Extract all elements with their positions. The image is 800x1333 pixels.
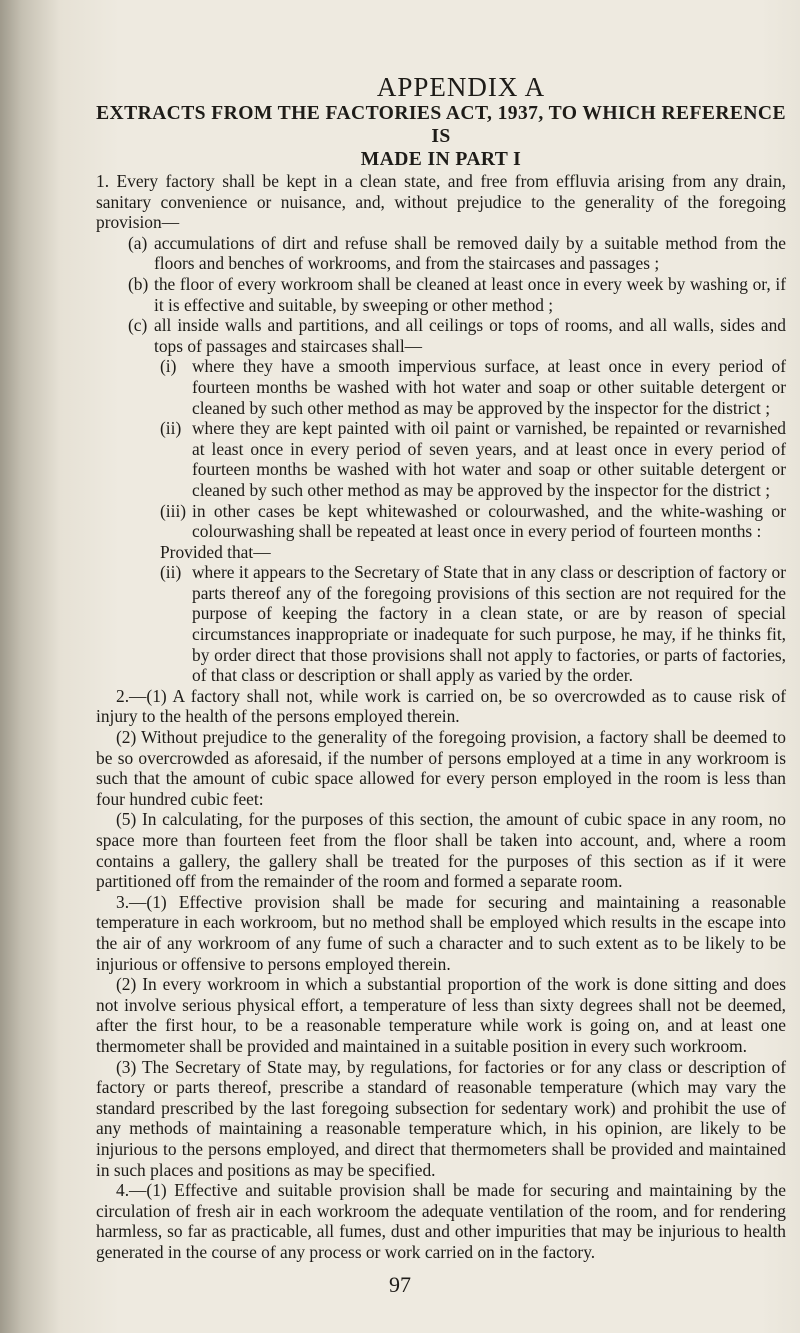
document-heading [96,102,786,171]
subclause-ii-text: where they are kept painted with oil paint or varnished, be repainted or revarnished at least once in every period of seven years, and at least once in every period of fourteen months be washed with hot water and soap or other suitable detergent or cleaned by such other method as may be approved by the inspector for the district ; [192,418,786,500]
clause-1b [96,274,786,315]
clause-1c-label: (c) [128,315,148,336]
document-body [96,72,786,1262]
subclause-i-label: (i) [160,356,177,377]
clause-1b-label: (b) [128,273,149,294]
subclause-i [96,356,786,418]
appendix-title: APPENDIX A [376,72,546,102]
subclause-iii [96,501,786,542]
section-2-para-1: 2.—(1) A factory shall not, while work is carried on, be so overcrowded as to cause risk of injury to the health of the persons employed therein. [96,685,786,727]
proviso-heading: Provided that— [160,541,271,562]
clause-1a-label: (a) [128,232,148,253]
clause-1a [96,233,786,274]
section-2-para-2: (2) Without prejudice to the generality of the foregoing provision, a factory shall be deemed to be so overcrowded as aforesaid, if the number of persons employed at a time in any workroom is such that the amount of cubic space allowed for every person employed in the room is less than four hundred cubic feet: [96,727,786,809]
section-4-para-1: 4.—(1) Effective and suitable provision shall be made for securing and maintaining by the circulation of fresh air in each workroom the adequate ventilation of the room, and for rendering harmless, so far as practicable, all fumes, dust and other impurities that may be injurious to health generated in the course of any process or work carried on in the factory. [96,1180,786,1262]
heading-line-1: EXTRACTS FROM THE FACTORIES ACT, 1937, TO WHICH REFERENCE IS [96,103,786,147]
section-3-para-1: 3.—(1) Effective provision shall be made for securing and maintaining a reasonable temperature in each workroom, but no method shall be employed which results in the escape into the air of any workroom of any fume of such a character and to such extent as to be likely to be injurious or offensive to persons employed therein. [96,891,786,974]
clause-1c-text: all inside walls and partitions, and all ceilings or tops of rooms, and all walls, sides and tops of passages and staircases shall— [154,315,786,356]
proviso-ii [96,562,786,686]
clause-1c [96,315,786,356]
section-3-para-3: (3) The Secretary of State may, by regulations, for factories or for any class or description of factory or parts thereof, prescribe a standard of reasonable temperature (which may vary the standard prescribed by the last foregoing subsection for sedentary work) and prohibit the use of any methods of maintaining a reasonable temperature which, in his opinion, are likely to be injurious to the persons employed, and direct that thermometers shall be provided and maintained in such places and positions as may be specified. [96,1056,786,1180]
section-2-para-5: (5) In calculating, for the purposes of this section, the amount of cubic space in any room, no space more than fourteen feet from the floor shall be taken into account, and, where a room contains a gallery, the gallery shall be treated for the purposes of this section as if it were partitioned off from the remainder of the room and formed a separate room. [96,809,786,892]
section-3-para-2: (2) In every workroom in which a substantial proportion of the work is done sitting and does not involve serious physical effort, a temperature of less than sixty degrees shall not be deemed, after the first hour, to be a reasonable temperature while work is going on, and at least one thermometer shall be provided and maintained in a suitable position in every such workroom. [96,974,786,1056]
section-1-intro: 1. Every factory shall be kept in a clean state, and free from effluvia arising from any drain, sanitary convenience or nuisance, and, without prejudice to the generality of the foregoing provision— [96,171,786,233]
subclause-iii-text: in other cases be kept whitewashed or colourwashed, and the white-washing or colourwashing shall be repeated at least once in every period of fourteen months : [192,500,786,542]
clause-1b-text: the floor of every workroom shall be cleaned at least once in every week by washing or, if it is effective and suitable, by sweeping or other method ; [154,273,786,315]
proviso-ii-text: where it appears to the Secretary of State that in any class or description of factory or parts thereof any of the foregoing provisions of this section are not required for the purpose of keeping the factory in a clean state, or are by reason of special circumstances inappropriate or inadequate for such purpose, he may, if he thinks fit, by order direct that those provisions shall not apply to factories, or parts of factories, of that class or description or shall apply as varied by the order. [192,562,786,686]
clause-1a-text: accumulations of dirt and refuse shall be removed daily by a suitable method from the floors and benches of workrooms, and from the staircases and passages ; [154,232,786,274]
subclause-iii-label: (iii) [160,500,187,521]
proviso-ii-label: (ii) [160,562,182,583]
subclause-i-text: where they have a smooth impervious surface, at least once in every period of fourteen months be washed with hot water and soap or other suitable detergent or cleaned by such other method as may be approved by the inspector for the district ; [192,356,786,418]
heading-line-2: MADE IN PART I [360,149,522,170]
subclause-ii [96,418,786,500]
page-number: 97 [389,1272,411,1297]
subclause-ii-label: (ii) [160,418,182,439]
